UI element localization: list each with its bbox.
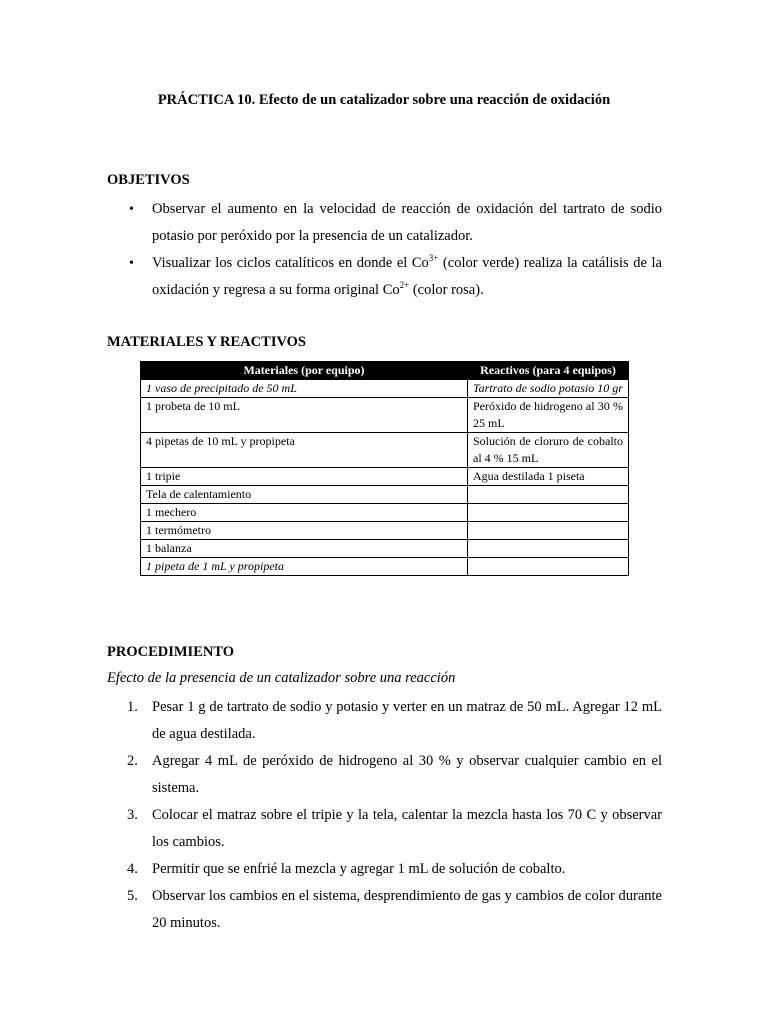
objetivos-heading: OBJETIVOS [107, 172, 190, 188]
table-row [141, 380, 629, 398]
column-header-reactivos: Reactivos (para 4 equipos) [468, 362, 629, 380]
step-text: Colocar el matraz sobre el tripie y la tela, calentar la mezcla hasta los 70 C y observar los cambios. [152, 807, 662, 850]
list-item [107, 196, 662, 250]
step-text: Pesar 1 g de tartrato de sodio y potasio y verter en un matraz de 50 mL. Agregar 12 mL de agua destilada. [152, 699, 662, 742]
material-cell: 1 pipeta de 1 mL y propipeta [141, 558, 468, 576]
table-row [141, 398, 629, 433]
step-number: 4. [127, 861, 138, 877]
material-cell: 1 mechero [141, 504, 468, 522]
list-item [107, 856, 662, 883]
materials-table [140, 361, 629, 576]
bullet-icon: • [129, 256, 134, 271]
reactivo-cell [468, 522, 629, 540]
table-row [141, 522, 629, 540]
reactivo-cell [468, 540, 629, 558]
step-text: Observar los cambios en el sistema, desprendimiento de gas y cambios de color durante 20 minutos. [152, 888, 662, 931]
material-cell: 1 vaso de precipitado de 50 mL [141, 380, 468, 398]
table-header-row [141, 362, 629, 380]
material-cell: 1 tripie [141, 468, 468, 486]
material-cell: 1 probeta de 10 mL [141, 398, 468, 433]
material-cell: 1 balanza [141, 540, 468, 558]
materiales-heading: MATERIALES Y REACTIVOS [107, 334, 306, 350]
list-item [107, 694, 662, 748]
step-text: Permitir que se enfrié la mezcla y agregar 1 mL de solución de cobalto. [152, 861, 566, 877]
step-number: 3. [127, 807, 138, 823]
list-item [107, 748, 662, 802]
step-number: 5. [127, 888, 138, 904]
step-number: 2. [127, 753, 138, 769]
list-item [107, 250, 662, 304]
reactivo-cell [468, 504, 629, 522]
reactivo-cell: Peróxido de hidrogeno al 30 % 25 mL [468, 398, 629, 433]
objetivos-list [107, 196, 662, 304]
list-item [107, 802, 662, 856]
material-cell: 1 termómetro [141, 522, 468, 540]
procedimiento-subheading: Efecto de la presencia de un catalizador sobre una reacción [107, 670, 456, 686]
bullet-icon: • [129, 202, 134, 217]
step-text: Agregar 4 mL de peróxido de hidrogeno al 30 % y observar cualquier cambio en el sistema. [152, 753, 662, 796]
objetivo-text-part: (color verde) realiza la catálisis de la oxidación y regresa a su forma original Co [152, 255, 662, 298]
reactivo-cell: Tartrato de sodio potasio 10 gr [468, 380, 629, 398]
procedimiento-heading: PROCEDIMIENTO [107, 644, 235, 660]
table-row [141, 486, 629, 504]
table-row [141, 540, 629, 558]
reactivo-cell: Agua destilada 1 piseta [468, 468, 629, 486]
reactivo-cell [468, 486, 629, 504]
material-cell: 4 pipetas de 10 mL y propipeta [141, 433, 468, 468]
objetivo-text-part: (color rosa). [409, 282, 484, 298]
procedure-steps [107, 694, 662, 937]
table-row [141, 433, 629, 468]
superscript: 2+ [399, 280, 410, 290]
material-cell: Tela de calentamiento [141, 486, 468, 504]
table-row [141, 468, 629, 486]
table-row [141, 558, 629, 576]
objetivo-text: Observar el aumento en la velocidad de reacción de oxidación del tartrato de sodio potasio por peróxido por la presencia de un catalizador. [152, 201, 662, 244]
reactivo-cell: Solución de cloruro de cobalto al 4 % 15 mL [468, 433, 629, 468]
objetivo-text-part: Visualizar los ciclos catalíticos en donde el Co [152, 255, 429, 271]
column-header-materiales: Materiales (por equipo) [141, 362, 468, 380]
table-row [141, 504, 629, 522]
superscript: 3+ [428, 253, 439, 263]
step-number: 1. [127, 699, 138, 715]
list-item [107, 883, 662, 937]
page-title: PRÁCTICA 10. Efecto de un catalizador sobre una reacción de oxidación [157, 92, 611, 108]
reactivo-cell [468, 558, 629, 576]
